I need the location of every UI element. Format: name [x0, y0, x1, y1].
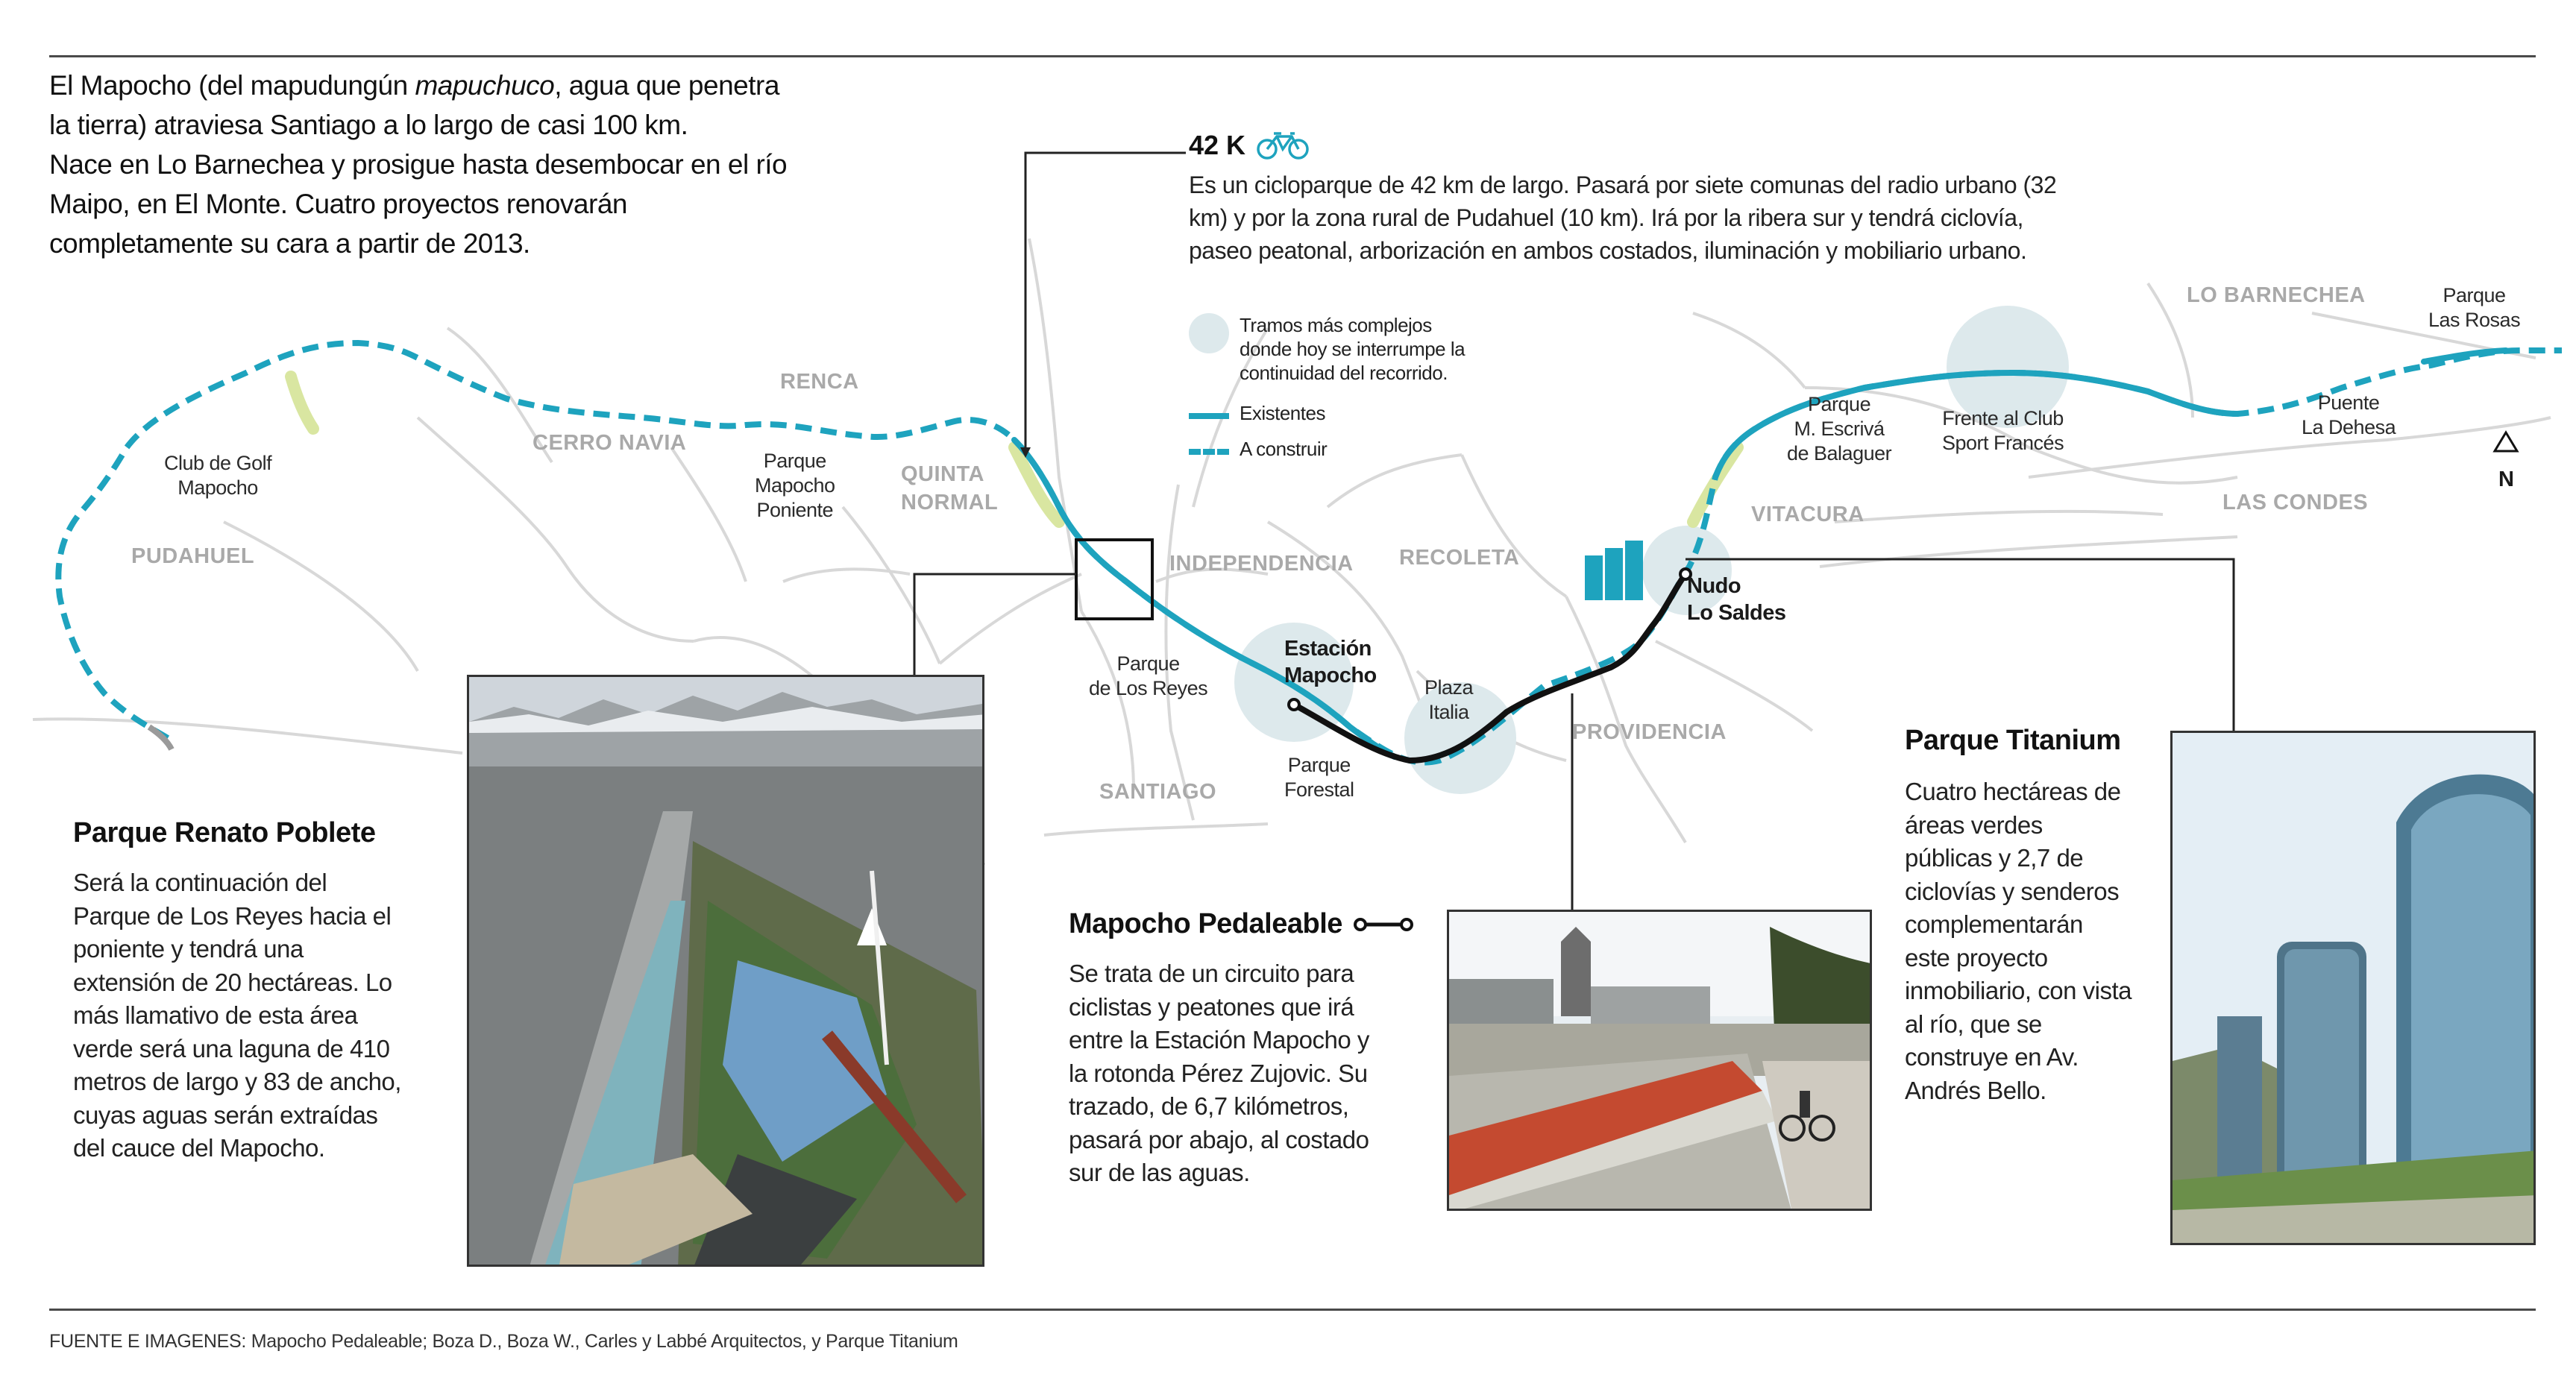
north-label: N — [2498, 467, 2514, 491]
bottom-rule — [49, 1309, 2536, 1311]
titanium-title: Parque Titanium — [1905, 725, 2121, 756]
label-las-rosas: Parque Las Rosas — [2428, 284, 2521, 331]
titanium-photo — [2170, 731, 2536, 1245]
buildings-icon — [1585, 541, 1643, 600]
legend-existing-swatch — [1189, 413, 1229, 419]
renato-render-image — [469, 677, 984, 1267]
commune-las-condes: LAS CONDES — [2222, 491, 2369, 514]
commune-recoleta: RECOLETA — [1399, 546, 1520, 570]
estacion-marker — [1289, 699, 1299, 710]
pedaleable-title: Mapocho Pedaleable — [1069, 908, 1414, 940]
label-club-frances: Frente al Club Sport Francés — [1942, 407, 2064, 454]
label-mapocho-poniente: Parque Mapocho Poniente — [755, 450, 835, 521]
commune-independencia: INDEPENDENCIA — [1169, 552, 1354, 576]
north-arrow-icon — [2495, 432, 2517, 451]
commune-providencia: PROVIDENCIA — [1572, 720, 1727, 744]
k42-title: 42 K — [1189, 130, 1310, 161]
legend-complex-swatch — [1189, 313, 1229, 353]
pedaleable-photo — [1447, 910, 1872, 1211]
label-plaza-italia: Plaza Italia — [1424, 676, 1474, 723]
label-escriva: Parque M. Escrivá de Balaguer — [1787, 393, 1892, 465]
route-segment-icon — [1353, 916, 1414, 933]
label-los-reyes: Parque de Los Reyes — [1089, 652, 1208, 699]
label-nudo-lo-saldes: Nudo Lo Saldes — [1687, 574, 1786, 625]
commune-lo-barnechea: LO BARNECHEA — [2187, 283, 2366, 307]
source-credit: FUENTE E IMAGENES: Mapocho Pedaleable; Boza D., Boza W., Carles y Labbé Arquitectos, y Parque Titanium — [49, 1331, 958, 1352]
legend-to-build: A construir — [1189, 437, 1327, 461]
commune-renca: RENCA — [780, 370, 859, 394]
pedaleable-description: Se trata de un circuito para ciclistas y peatones que irá entre la Estación Mapocho y la rotonda Pérez Zujovic. Su trazado, de 6,7 kilómetros, pasará por abajo, al costado sur de las aguas. — [1069, 960, 1369, 1186]
pedaleable-render-image — [1449, 912, 1872, 1211]
titanium-render-image — [2173, 733, 2536, 1245]
legend-existing: Existentes — [1189, 401, 1325, 425]
bicycle-icon — [1256, 130, 1310, 160]
commune-quinta: QUINTA — [901, 462, 985, 486]
legend-complex-title: Tramos más complejos — [1240, 314, 1432, 336]
legend-complex — [1189, 313, 1465, 385]
intro-text: El Mapocho (del mapudungún mapuchuco, agua que penetra la tierra) atraviesa Santiago a lo largo de casi 100 km. Nace en Lo Barnechea y prosigue hasta desembocar en el río Maipo, en El Monte. Cuatro proyectos renovarán completamente su cara a partir de 2013. — [49, 70, 788, 259]
k42-description: Es un cicloparque de 42 km de largo. Pasará por siete comunas del radio urbano (32 km) y por la zona rural de Pudahuel (10 km). Irá por la ribera sur y tendrá ciclovía, paseo peatonal, arborización en ambos costados, iluminación y mobiliario urbano. — [1189, 171, 2057, 264]
legend-complex-line2: donde hoy se interrumpe la — [1240, 338, 1466, 360]
label-la-dehesa: Puente La Dehesa — [2302, 391, 2396, 438]
titanium-description: Cuatro hectáreas de áreas verdes públicas y 2,7 de ciclovías y senderos complementarán este proyecto inmobiliario, con vista al río, que se construye en Av. Andrés Bello. — [1905, 778, 2132, 1104]
commune-pudahuel: PUDAHUEL — [131, 544, 255, 568]
label-forestal: Parque Forestal — [1284, 754, 1354, 801]
commune-vitacura: VITACURA — [1751, 503, 1865, 526]
label-club-golf: Club de Golf Mapocho — [164, 452, 272, 499]
renato-description: Será la continuación del Parque de Los Reyes hacia el poniente y tendrá una extensión de 20 hectáreas. Lo más llamativo de esta área verde será una laguna de 410 metros de largo y 83 de ancho, cuyas aguas serán extraídas del cauce del Mapocho. — [73, 869, 401, 1162]
commune-cerro-navia: CERRO NAVIA — [533, 431, 687, 455]
renato-title: Parque Renato Poblete — [73, 817, 376, 848]
label-estacion-mapocho: Estación Mapocho — [1284, 637, 1377, 687]
legend-complex-line3: continuidad del recorrido. — [1240, 362, 1448, 384]
renato-photo — [467, 675, 984, 1267]
commune-normal: NORMAL — [901, 491, 999, 514]
legend-to-build-swatch — [1189, 449, 1229, 455]
commune-santiago: SANTIAGO — [1099, 780, 1217, 804]
